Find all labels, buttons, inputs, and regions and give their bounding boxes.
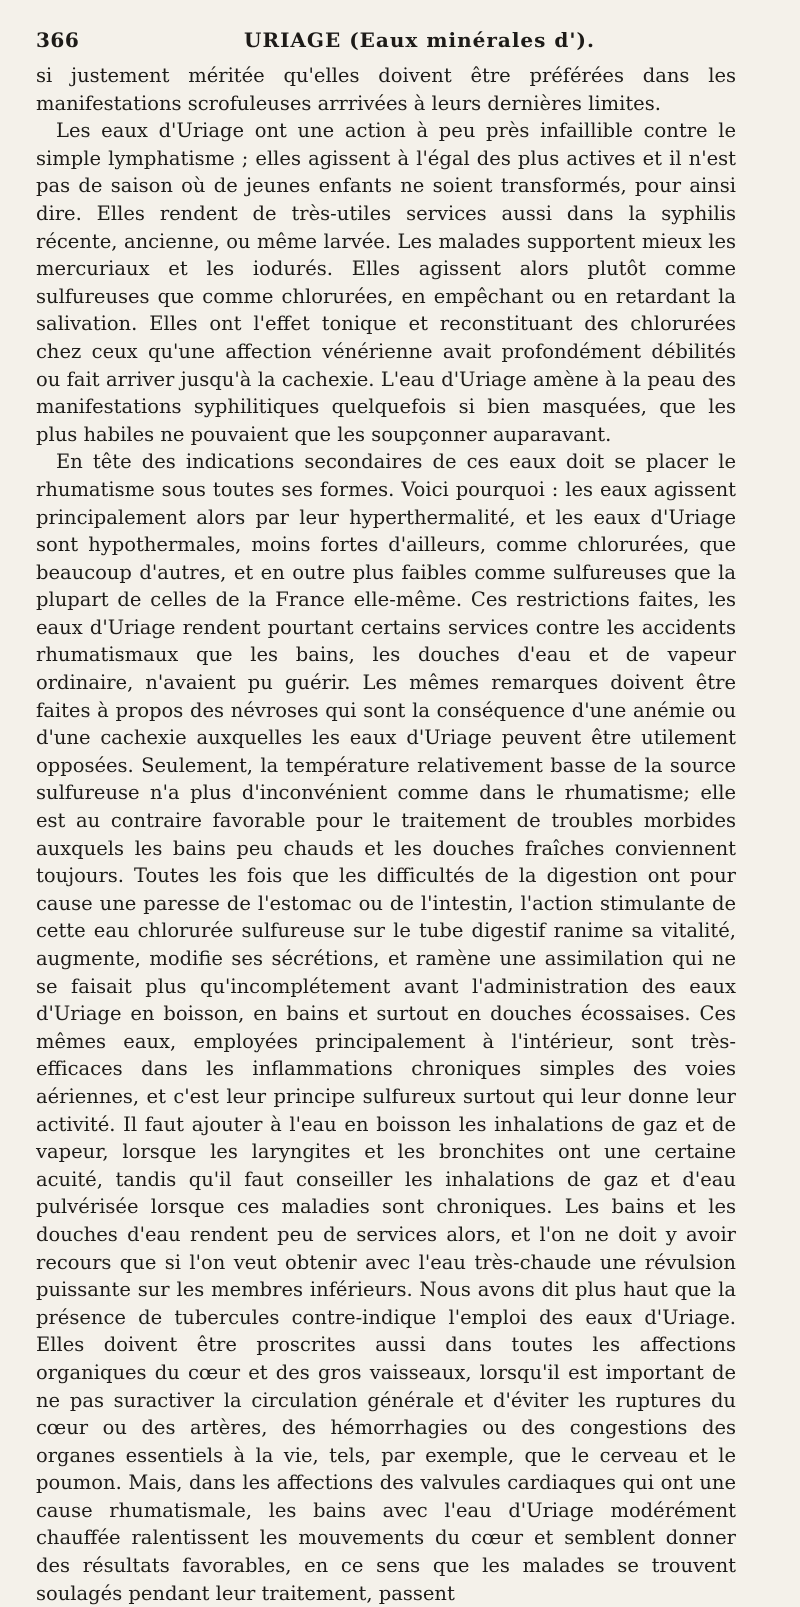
paragraph-indications: En tête des indications secondaires de ces eaux doit se placer le rhumatisme sous toutes ses formes. Voici pourquoi : les eaux agissent principalement alors par leur hyperthermalité, et les eaux d'Uriage sont hypothermales, moins fortes d'ailleurs, comme chlorurées, que beaucoup d'autres, et en outre plus faibles comme sulfureuses que la plupart de celles de la France elle-même. Ces restrictions faites, les eaux d'Uriage rendent pourtant certains services contre les accidents rhumatismaux que les bains, les douches d'eau et de vapeur ordinaire, n'avaient pu guérir. Les mêmes remarques doivent être faites à propos des névroses qui sont la conséquence d'une anémie ou d'une cachexie auxquelles les eaux d'Uriage peuvent être utilement opposées. Seulement, la température relativement basse de la source sulfureuse n'a plus d'inconvénient comme dans le rhumatisme; elle est au contraire favorable pour le traitement de troubles morbides auxquels les bains peu chauds et les douches fraîches conviennent toujours. Toutes les fois que les difficultés de la digestion ont pour cause une paresse de l'estomac ou de l'intestin, l'action stimulante de cette eau chlorurée sulfureuse sur le tube digestif ranime sa vitalité, augmente, modifie ses sécrétions, et ramène une assimilation qui ne se faisait plus qu'incomplétement avant l'administration des eaux d'Uriage en boisson, en bains et surtout en douches écossaises. Ces mêmes eaux, employées principalement à l'intérieur, sont très-efficaces dans les inflammations chroniques simples des voies aériennes, et c'est leur principe sulfureux surtout qui leur donne leur activité. Il faut ajouter à l'eau en boisson les inhalations de gaz et de vapeur, lorsque les laryngites et les bronchites ont une certaine acuité, tandis qu'il faut conseiller les inhalations de gaz et d'eau pulvérisée lorsque ces maladies sont chroniques. Les bains et les douches d'eau rendent peu de services alors, et l'on ne doit y avoir recours que si l'on veut obtenir avec l'eau très-chaude une révulsion puissante sur les membres inférieurs. Nous avons dit plus haut que la présence de tubercules contre-indique l'emploi des eaux d'Uriage. Elles doivent être proscrites aussi dans toutes les affections organiques du cœur et des gros vaisseaux, lorsqu'il est important de ne pas suractiver la circulation générale et d'éviter les ruptures du cœur ou des artères, des hémorrhagies ou des congestions des organes essentiels à la vie, tels, par exemple, que le cerveau et le poumon. Mais, dans les affections des valvules cardiaques qui ont une cause rhumatismale, les bains avec l'eau d'Uriage modérément chauffée ralentissent les mouvements du cœur et semblent donner des résultats favorables, en ce sens que les malades se trouvent soulagés pendant leur traitement, passent <box>36 450 736 1605</box>
page-header <box>36 26 736 56</box>
paragraph-lymphatisme: Les eaux d'Uriage ont une action à peu près infaillible contre le simple lymphatisme ; elles agissent à l'égal des plus actives et il n'est pas de saison où de jeunes enfants ne soient transformés, pour ainsi dire. Elles rendent de très-utiles services aussi dans la syphilis récente, ancienne, ou même larvée. Les malades supportent mieux les mercuriaux et les iodurés. Elles agissent alors plutôt comme sulfureuses que comme chlorurées, en empêchant ou en retardant la salivation. Elles ont l'effet tonique et reconstituant des chlorurées chez ceux qu'une affection vénérienne avait profondément débilités ou fait arriver jusqu'à la cachexie. L'eau d'Uriage amène à la peau des manifestations syphilitiques quelquefois si bien masquées, que les plus habiles ne pouvaient que les soupçonner auparavant. <box>36 119 736 446</box>
running-head: URIAGE (Eaux minérales d'). <box>244 28 595 52</box>
page-number: 366 <box>36 28 80 52</box>
paragraph-continuation: si justement méritée qu'elles doivent être préférées dans les manifestations scrofuleuses arrrivées à leurs dernières limites. <box>36 64 736 115</box>
body-text <box>36 62 736 1607</box>
